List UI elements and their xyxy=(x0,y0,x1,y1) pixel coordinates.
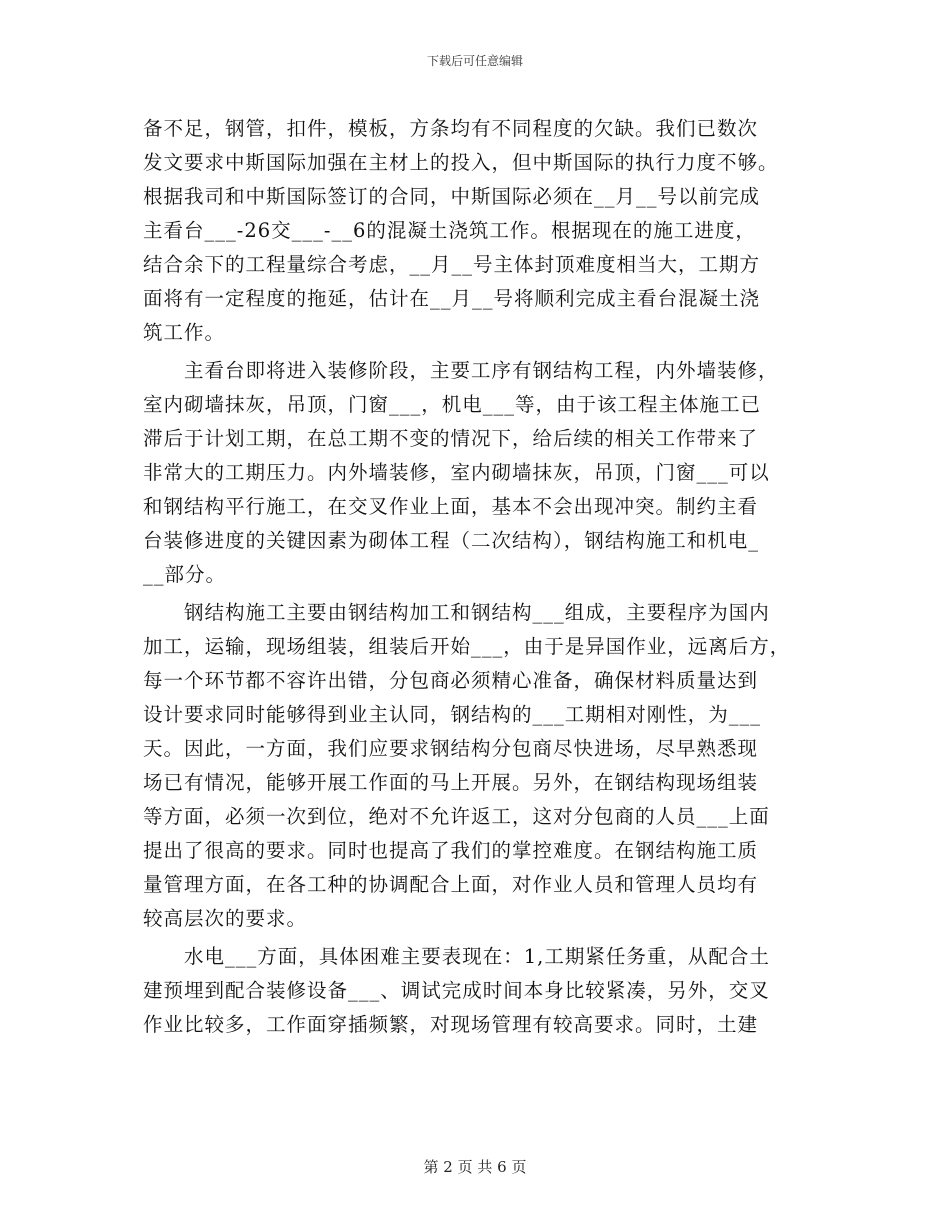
text-line: 和钢结构平行施工，在交叉作业上面，基本不会出现冲突。制约主看 xyxy=(143,495,759,518)
paragraph xyxy=(143,112,818,350)
text-line: 设计要求同时能够得到业主认同，钢结构的___工期相对刚性，为___ xyxy=(143,703,762,726)
text-line: 根据我司和中斯国际签订的合同，中斯国际必须在__月__号以前完成 xyxy=(143,185,761,208)
paragraph xyxy=(143,354,818,592)
paragraph xyxy=(143,596,818,936)
text-line: 较高层次的要求。 xyxy=(143,907,308,930)
text-line: 备不足，钢管，扣件，模板，方条均有不同程度的欠缺。我们已数次 xyxy=(143,117,759,140)
document-body xyxy=(143,112,818,1042)
text-line: 非常大的工期压力。内外墙装修，室内砌墙抹灰，吊顶，门窗___可以 xyxy=(143,461,770,484)
text-line: 等方面，必须一次到位，绝对不允许返工，这对分包商的人员___上面 xyxy=(143,805,770,828)
text-line: 水电___方面，具体困难主要表现在：1,工期紧任务重，从配合土 xyxy=(143,945,770,968)
text-line: 钢结构施工主要由钢结构加工和钢结构___组成，主要程序为国内 xyxy=(143,601,770,624)
text-line: 筑工作。 xyxy=(143,321,226,344)
text-line: 每一个环节都不容许出错，分包商必须精心准备，确保材料质量达到 xyxy=(143,669,759,692)
text-line: 主看台___-26交___-__6的混凝土浇筑工作。根据现在的施工进度， xyxy=(143,219,756,242)
text-line: 量管理方面，在各工种的协调配合上面，对作业人员和管理人员均有 xyxy=(143,873,759,896)
text-line: 面将有一定程度的拖延，估计在__月__号将顺利完成主看台混凝土浇 xyxy=(143,287,761,310)
text-line: __部分。 xyxy=(143,563,227,586)
text-line: 加工，运输，现场组装，组装后开始___，由于是异国作业，远离后方， xyxy=(143,635,791,658)
text-line: 作业比较多，工作面穿插频繁，对现场管理有较高要求。同时，土建 xyxy=(143,1013,759,1036)
text-line: 提出了很高的要求。同时也提高了我们的掌控难度。在钢结构施工质 xyxy=(143,839,759,862)
text-line: 天。因此，一方面，我们应要求钢结构分包商尽快进场，尽早熟悉现 xyxy=(143,737,759,760)
page-header: 下载后可任意编辑 xyxy=(426,54,523,68)
page-number-footer: 第 2 页 共 6 页 xyxy=(423,1158,527,1176)
text-line: 场已有情况，能够开展工作面的马上开展。另外，在钢结构现场组装 xyxy=(143,771,759,794)
text-line: 室内砌墙抹灰，吊顶，门窗___，机电___等，由于该工程主体施工已 xyxy=(143,393,762,416)
text-line: 主看台即将进入装修阶段，主要工序有钢结构工程，内外墙装修， xyxy=(143,359,779,382)
text-line: 台装修进度的关键因素为砌体工程（二次结构），钢结构施工和机电_ xyxy=(143,529,760,552)
text-line: 结合余下的工程量综合考虑，__月__号主体封顶难度相当大，工期方 xyxy=(143,253,761,276)
text-line: 建预埋到配合装修设备___、调试完成时间本身比较紧凑，另外，交叉 xyxy=(143,979,770,1002)
text-line: 滞后于计划工期，在总工期不变的情况下，给后续的相关工作带来了 xyxy=(143,427,759,450)
text-line: 发文要求中斯国际加强在主材上的投入，但中斯国际的执行力度不够。 xyxy=(143,151,779,174)
paragraph xyxy=(143,940,818,1042)
